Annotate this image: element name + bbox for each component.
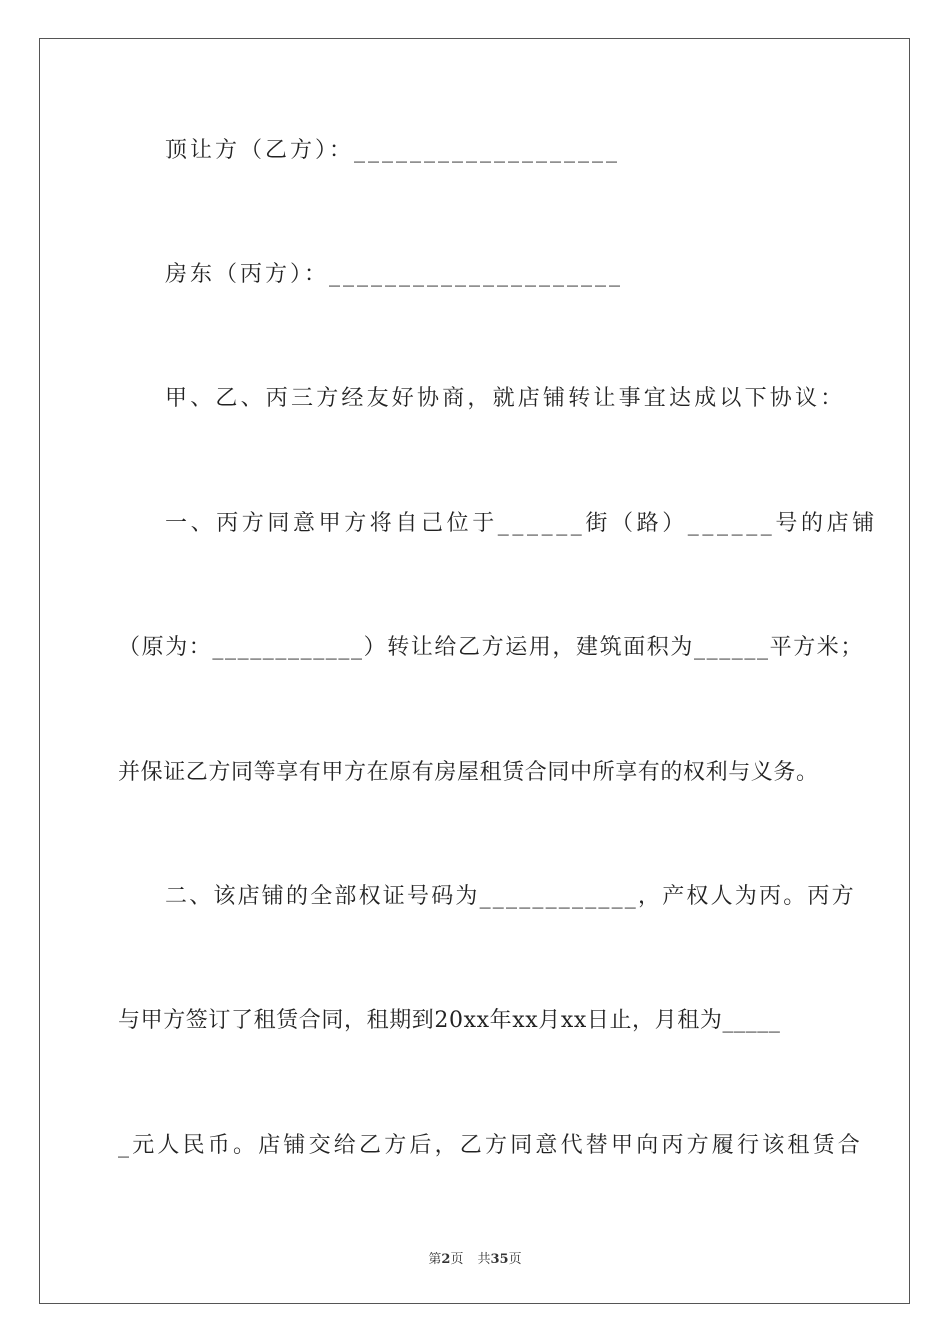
total-prefix: 共 — [477, 1252, 491, 1267]
paragraph-clause-1-line-1: 一、丙方同意甲方将自己位于______街（路）______号的店铺 — [165, 511, 878, 536]
paragraph-intro: 甲、乙、丙三方经友好协商，就店铺转让事宜达成以下协议： — [165, 386, 846, 411]
page-number: 2 — [441, 1252, 451, 1267]
paragraph-landlord: 房东（丙方）：_____________________ — [165, 262, 624, 287]
paragraph-clause-1-line-3: 并保证乙方同等享有甲方在原有房屋租赁合同中所享有的权利与义务。 — [118, 760, 819, 785]
paragraph-clause-1-line-2: （原为：____________）转让给乙方运用，建筑面积为______平方米； — [118, 635, 865, 660]
total-pages: 35 — [490, 1252, 509, 1267]
page-suffix: 页 — [450, 1252, 464, 1267]
paragraph-clause-2-line-1: 二、该店铺的全部权证号码为____________，产权人为丙。丙方 — [165, 884, 856, 909]
paragraph-clause-2-line-3: _元人民币。店铺交给乙方后，乙方同意代替甲向丙方履行该租赁合 — [118, 1133, 864, 1158]
page-border — [39, 38, 910, 1304]
paragraph-assignee: 顶让方（乙方）：___________________ — [165, 138, 621, 163]
total-suffix: 页 — [508, 1252, 522, 1267]
paragraph-clause-2-line-2: 与甲方签订了租赁合同，租期到20xx年xx月xx日止，月租为_____ — [118, 1008, 781, 1033]
page-prefix: 第 — [428, 1252, 442, 1267]
page-footer — [0, 1248, 950, 1267]
